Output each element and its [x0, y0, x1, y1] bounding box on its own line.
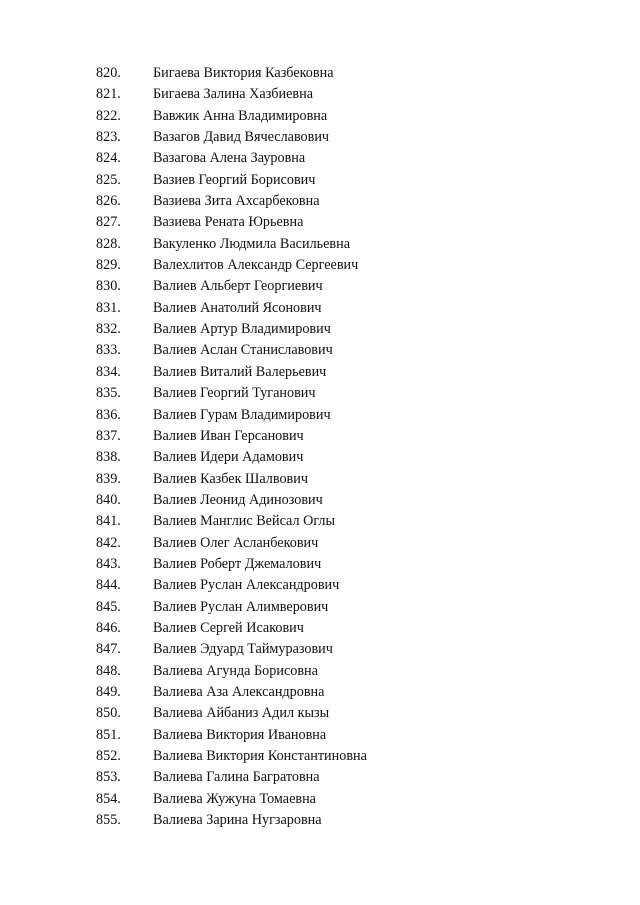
entry-name: Валиева Жужуна Томаевна	[153, 790, 316, 807]
entry-name: Вазагова Алена Зауровна	[153, 150, 306, 167]
list-item	[0, 148, 640, 169]
list-item	[0, 469, 640, 490]
list-item	[0, 575, 640, 596]
entry-name: Валиева Агунда Борисовна	[153, 662, 318, 679]
list-item	[0, 746, 640, 767]
list-item	[0, 319, 640, 340]
list-item	[0, 533, 640, 554]
entry-number: 822.	[96, 107, 121, 124]
entry-number: 820.	[96, 65, 121, 81]
list-item	[0, 362, 640, 383]
list-item	[0, 682, 640, 703]
list-item	[0, 639, 640, 660]
list-item	[0, 383, 640, 404]
list-item	[0, 810, 640, 831]
entry-name: Вазиева Зита Ахсарбековна	[153, 193, 320, 210]
entry-number: 825.	[96, 171, 121, 188]
entry-name: Вазиев Георгий Борисович	[153, 171, 316, 188]
entry-name: Вакуленко Людмила Васильевна	[153, 235, 351, 252]
list-item	[0, 789, 640, 810]
list-item	[0, 767, 640, 788]
entry-number: 846.	[96, 619, 121, 636]
entry-number: 835.	[96, 385, 121, 402]
list-item	[0, 255, 640, 276]
entry-number: 838.	[96, 449, 121, 466]
entry-number: 852.	[96, 748, 121, 764]
entry-name: Вазиева Рената Юрьевна	[153, 214, 304, 231]
entry-name: Валиев Леонид Адинозович	[153, 491, 323, 508]
entry-number: 824.	[96, 150, 121, 167]
entry-number: 832.	[96, 321, 121, 338]
entry-name: Вазагов Давид Вячеславович	[153, 129, 330, 146]
entry-number: 851.	[96, 726, 121, 743]
list-item	[0, 276, 640, 297]
name-list	[0, 63, 640, 831]
entry-name: Валиев Аслан Станиславович	[153, 342, 333, 359]
entry-number: 848.	[96, 662, 121, 679]
list-item	[0, 234, 640, 255]
entry-number: 842.	[96, 534, 121, 551]
entry-number: 837.	[96, 427, 121, 444]
list-item	[0, 106, 640, 127]
list-item	[0, 191, 640, 212]
entry-number: 847.	[96, 641, 121, 658]
entry-number: 853.	[96, 769, 121, 786]
entry-name: Вавжик Анна Владимировна	[153, 107, 328, 124]
entry-number: 823.	[96, 129, 121, 146]
entry-number: 828.	[96, 235, 121, 252]
entry-name: Валиев Сергей Исакович	[153, 619, 304, 636]
entry-number: 821.	[96, 86, 121, 103]
entry-name: Бигаева Виктория Казбековна	[153, 65, 334, 81]
entry-name: Валиева Галина Багратовна	[153, 769, 320, 786]
entry-name: Валиев Идери Адамович	[153, 449, 304, 466]
entry-number: 854.	[96, 790, 121, 807]
list-item	[0, 725, 640, 746]
entry-name: Валиев Руслан Александрович	[153, 577, 340, 594]
list-item	[0, 127, 640, 148]
entry-name: Валиев Казбек Шалвович	[153, 470, 308, 487]
list-item	[0, 511, 640, 532]
entry-number: 830.	[96, 278, 121, 295]
entry-number: 855.	[96, 812, 121, 829]
entry-number: 826.	[96, 193, 121, 210]
list-item	[0, 661, 640, 682]
list-item	[0, 618, 640, 639]
entry-name: Валиев Анатолий Ясонович	[153, 299, 322, 316]
entry-name: Валиев Виталий Валерьевич	[153, 363, 327, 380]
entry-name: Валиев Гурам Владимирович	[153, 406, 331, 423]
list-item	[0, 170, 640, 191]
entry-number: 843.	[96, 555, 121, 572]
entry-name: Валиев Руслан Алимверович	[153, 598, 329, 615]
entry-name: Валехлитов Александр Сергеевич	[153, 257, 359, 274]
entry-name: Валиев Альберт Георгиевич	[153, 278, 323, 295]
entry-name: Бигаева Залина Хазбиевна	[153, 86, 313, 103]
entry-name: Валиева Айбаниз Адил кызы	[153, 705, 330, 722]
entry-number: 833.	[96, 342, 121, 359]
entry-number: 827.	[96, 214, 121, 231]
entry-name: Валиев Манглис Вейсал Оглы	[153, 513, 336, 530]
entry-number: 831.	[96, 299, 121, 316]
entry-name: Валиев Олег Асланбекович	[153, 534, 319, 551]
entry-name: Валиев Артур Владимирович	[153, 321, 331, 338]
entry-number: 840.	[96, 491, 121, 508]
entry-name: Валиева Виктория Константиновна	[153, 748, 367, 764]
entry-name: Валиев Иван Герсанович	[153, 427, 304, 444]
entry-name: Валиев Эдуард Таймуразович	[153, 641, 333, 658]
entry-name: Валиев Георгий Туганович	[153, 385, 316, 402]
entry-number: 836.	[96, 406, 121, 423]
entry-name: Валиев Роберт Джемалович	[153, 555, 322, 572]
list-item	[0, 84, 640, 105]
entry-number: 839.	[96, 470, 121, 487]
entry-number: 849.	[96, 683, 121, 700]
list-item	[0, 597, 640, 618]
entry-number: 834.	[96, 363, 121, 380]
list-item	[0, 298, 640, 319]
entry-name: Валиева Аза Александровна	[153, 683, 325, 700]
entry-name: Валиева Виктория Ивановна	[153, 726, 327, 743]
list-item	[0, 340, 640, 361]
entry-number: 844.	[96, 577, 121, 594]
list-item	[0, 554, 640, 575]
entry-number: 841.	[96, 513, 121, 530]
list-item	[0, 63, 640, 84]
entry-name: Валиева Зарина Нугзаровна	[153, 812, 322, 829]
list-item	[0, 426, 640, 447]
list-item	[0, 212, 640, 233]
entry-number: 829.	[96, 257, 121, 274]
entry-number: 845.	[96, 598, 121, 615]
entry-number: 850.	[96, 705, 121, 722]
list-item	[0, 405, 640, 426]
list-item	[0, 703, 640, 724]
list-item	[0, 447, 640, 468]
list-item	[0, 490, 640, 511]
